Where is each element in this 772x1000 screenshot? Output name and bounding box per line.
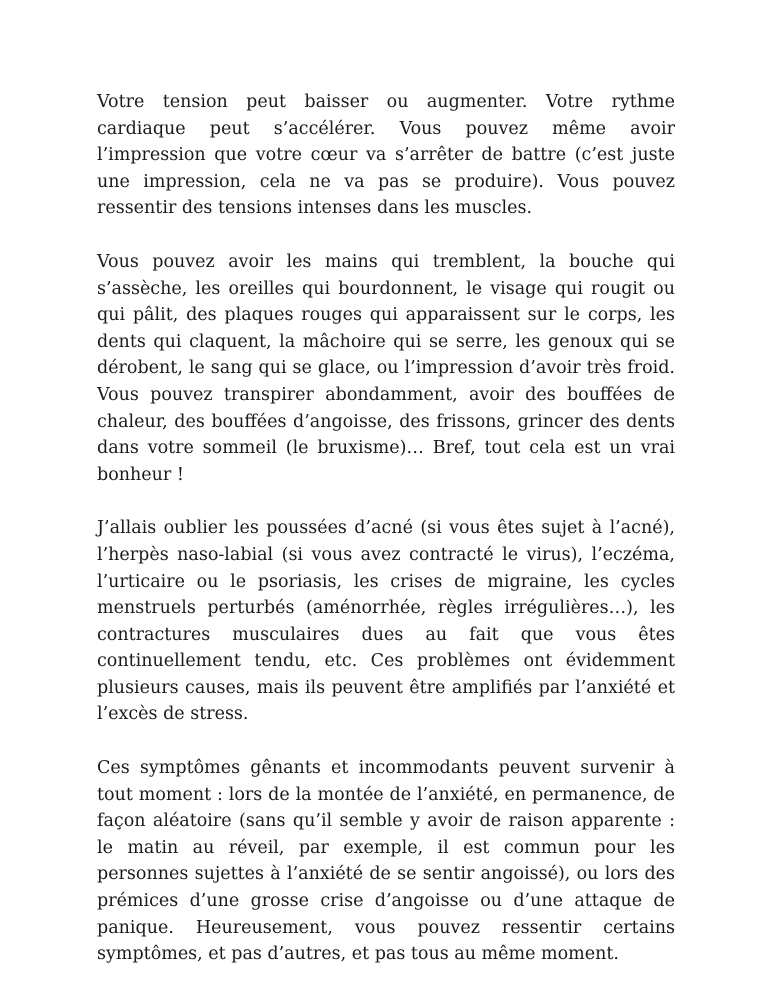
document-page <box>97 89 675 968</box>
paragraph-1: Votre tension peut baisser ou augmenter. Votre rythme cardiaque peut s’accélérer. Vous pouvez même avoir l’impression que votre cœur va s’arrêter de battre (c’est juste une impression, cela ne va pas se produire). Vous pouvez ressentir des tensions intenses dans les muscles. <box>97 92 675 219</box>
paragraph-4: Ces symptômes gênants et incommodants peuvent survenir à tout moment : lors de la montée de l’anxiété, en permanence, de façon aléatoire (sans qu’il semble y avoir de raison apparente : le matin au réveil, par exemple, il est commun pour les personnes sujettes à l’anxiété de se sentir angoissé), ou lors des prémices d’une grosse crise d’angoisse ou d’une attaque de panique. Heureusement, vous pouvez ressentir certains symptômes, et pas d’autres, et pas tous au même moment. <box>97 758 675 965</box>
paragraph-3: J’allais oublier les poussées d’acné (si vous êtes sujet à l’acné), l’herpès naso-labial (si vous avez contracté le virus), l’eczéma, l’urticaire ou le psoriasis, les crises de migraine, les cycles menstruels perturbés (aménorrhée, règles irrégulières…), les contractures musculaires dues au fait que vous êtes continuellement tendu, etc. Ces problèmes ont évidemment plusieurs causes, mais ils peuvent être amplifiés par l’anxiété et l’excès de stress. <box>97 518 675 725</box>
paragraph-2: Vous pouvez avoir les mains qui tremblent, la bouche qui s’assèche, les oreilles qui bourdonnent, le visage qui rougit ou qui pâlit, des plaques rouges qui apparaissent sur le corps, les dents qui claquent, la mâchoire qui se serre, les genoux qui se dérobent, le sang qui se glace, ou l’impression d’avoir très froid. Vous pouvez transpirer abondamment, avoir des bouffées de chaleur, des bouffées d’angoisse, des frissons, grincer des dents dans votre sommeil (le bruxisme)… Bref, tout cela est un vrai bonheur ! <box>97 251 675 485</box>
